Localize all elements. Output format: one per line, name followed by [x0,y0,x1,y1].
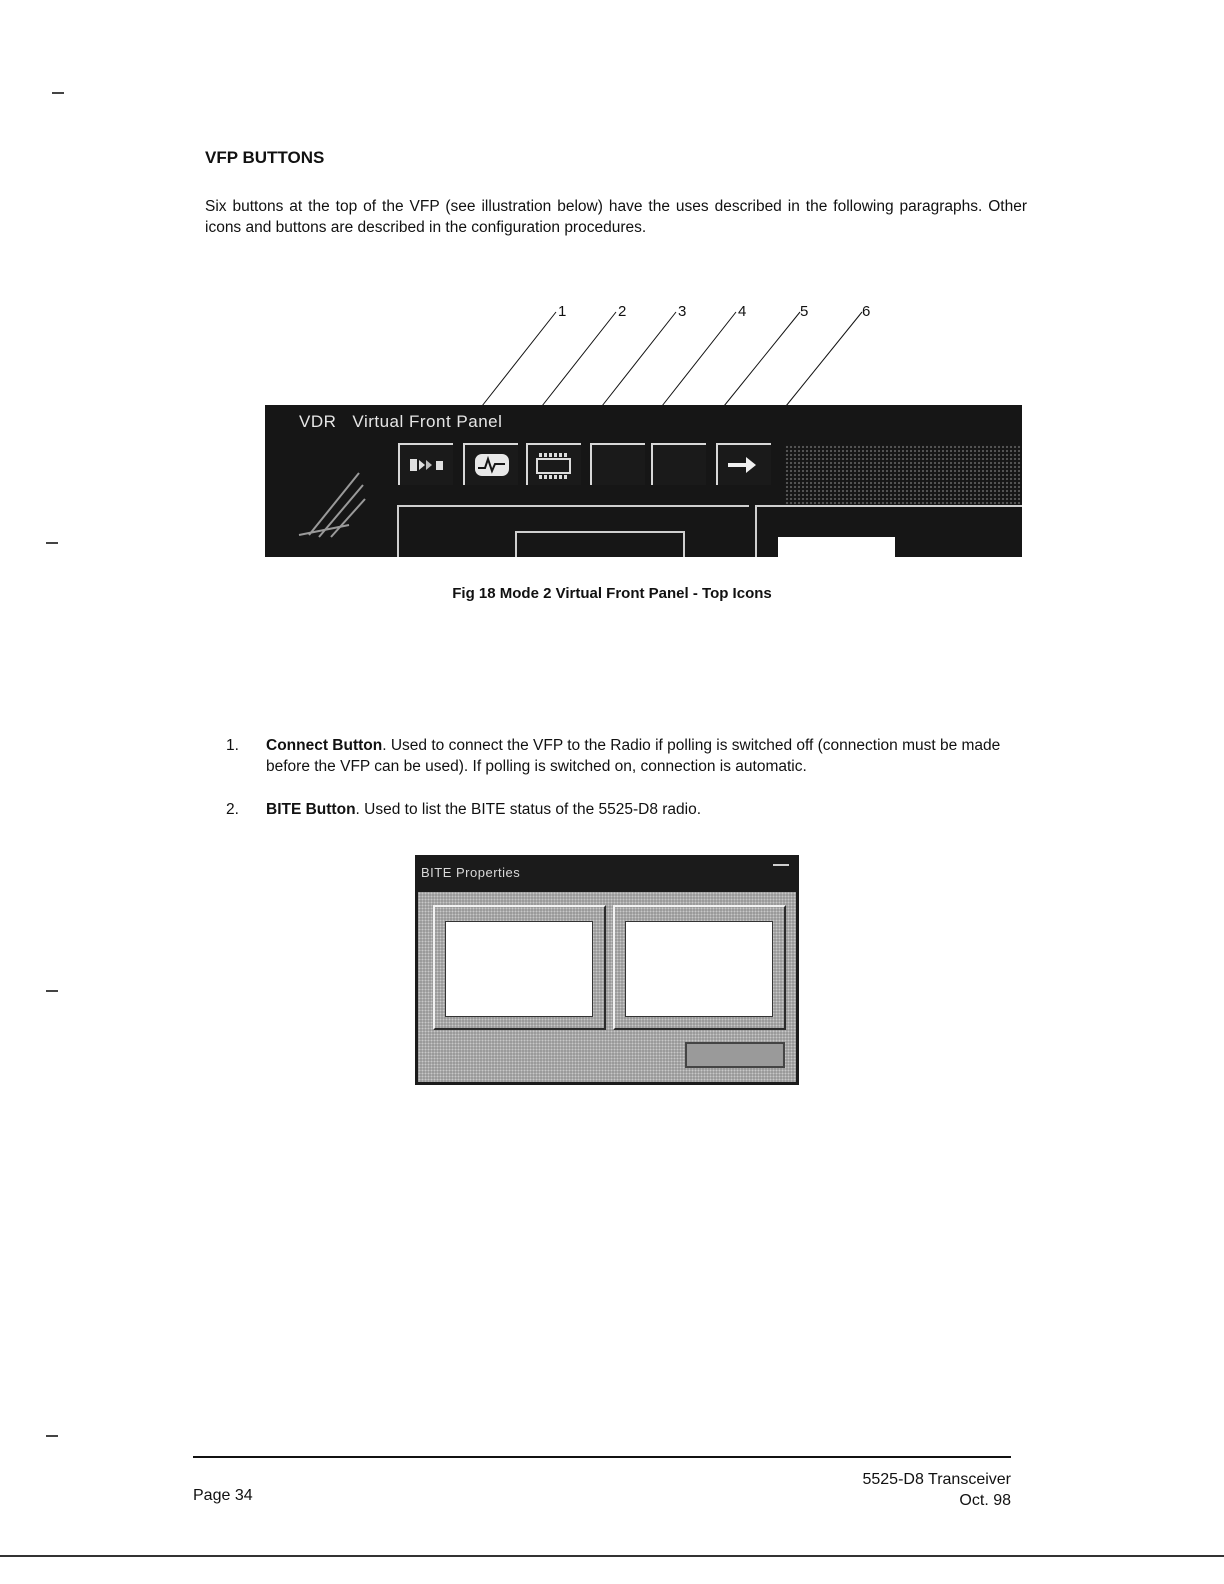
vfp-readout [778,537,895,557]
vfp-window [265,405,1022,557]
list-item [226,799,1026,821]
callout-3: 3 [678,303,687,320]
list-number: 2. [226,801,239,818]
blank-button-5[interactable] [651,443,706,485]
bite-right-panel [625,921,773,1017]
page-bottom-edge [0,1555,1224,1557]
section-heading: VFP BUTTONS [205,148,325,167]
vfp-logo-icon [279,465,369,545]
footer-rule [193,1456,1011,1458]
leader-line-3 [602,312,676,406]
list-term: BITE Button [266,801,356,818]
vfp-dither-area [785,445,1022,505]
list-number: 1. [226,737,239,754]
memory-chip-icon [534,451,576,481]
footer-product: 5525-D8 Transceiver [862,1471,1011,1488]
list-text [266,735,1026,777]
callout-4: 4 [738,303,747,320]
bite-left-panel [445,921,593,1017]
leader-line-5 [724,312,800,406]
callout-leaders [470,298,890,410]
leader-line-6 [786,312,862,406]
list-description: . Used to connect the VFP to the Radio if polling is switched off (connection must be made before the VFP can be used). If polling is switched on, connection is automatic. [266,737,1001,775]
bite-right-group [613,905,786,1030]
bite-left-group [433,905,606,1030]
exit-button[interactable] [716,443,771,485]
footer-date: Oct. 98 [959,1492,1011,1509]
waveform-icon [471,451,513,479]
callout-6: 6 [862,303,871,320]
blank-button-4[interactable] [590,443,645,485]
memory-button[interactable] [526,443,581,485]
bite-window-body [418,892,796,1082]
vfp-app-label: VDR [299,412,337,431]
connect-button[interactable] [398,443,453,485]
scan-mark [46,542,58,544]
page-number: Page 34 [193,1487,253,1504]
leader-line-2 [542,312,616,406]
bite-window-title: BITE Properties [421,865,521,880]
connect-icon [406,451,448,479]
vfp-display-box [515,531,685,557]
scan-mark [46,990,58,992]
leader-line-4 [662,312,736,406]
bite-properties-window [415,855,799,1085]
callout-5: 5 [800,303,809,320]
scan-mark [46,1435,58,1437]
bite-ok-button[interactable] [685,1042,785,1068]
list-item [226,735,1026,779]
list-term: Connect Button [266,737,383,754]
list-description: . Used to list the BITE status of the 5525-D8 radio. [355,801,702,818]
intro-paragraph: Six buttons at the top of the VFP (see illustration below) have the uses described in the following paragraphs. Other icons and buttons are described in the configuration procedures. [205,198,1027,236]
bite-close-icon[interactable] [773,864,789,866]
callout-2: 2 [618,303,627,320]
scan-mark [52,92,64,94]
footer-product-block [790,1469,1011,1511]
leader-line-1 [482,312,556,406]
arrow-right-icon [724,451,766,479]
figure-caption: Fig 18 Mode 2 Virtual Front Panel - Top Icons [452,585,772,602]
vfp-title: Virtual Front Panel [352,412,503,431]
vfp-title-bar [299,412,502,432]
callout-1: 1 [558,303,567,320]
bite-button[interactable] [463,443,518,485]
list-text [266,799,1026,820]
